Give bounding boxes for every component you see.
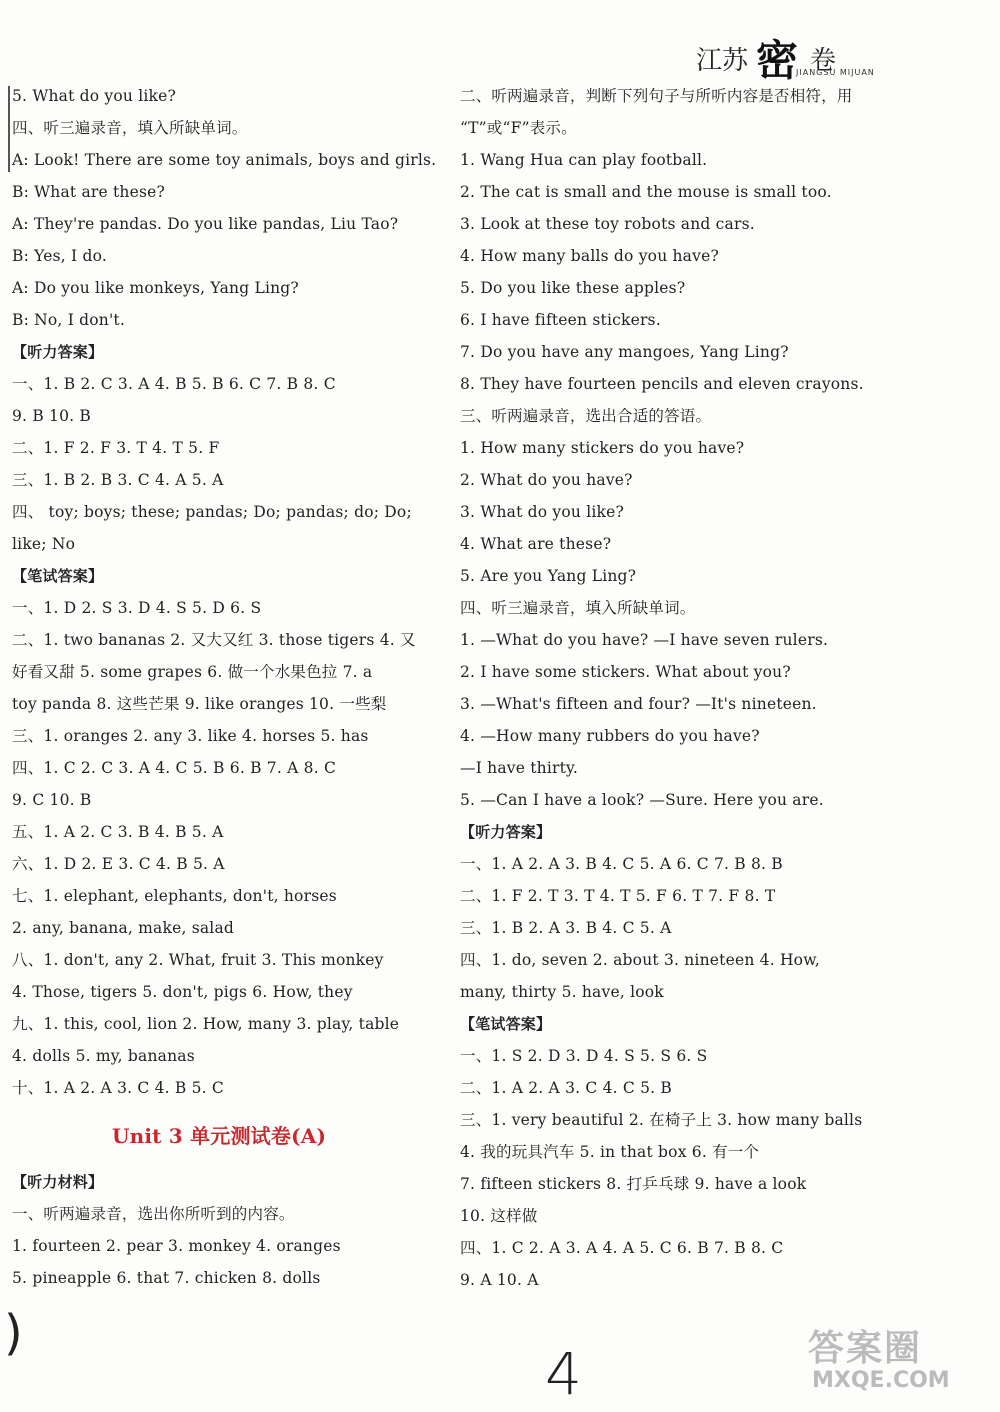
brand-part1: 江苏 [696,46,749,76]
brand-part2: 密 [756,36,799,85]
right-line: 二、1. F 2. T 3. T 4. T 5. F 6. T 7. F 8. T [460,887,776,905]
right-line: 四、听三遍录音，填入所缺单词。 [460,599,696,617]
right-line: 3. What do you like? [460,503,624,521]
right-line: 三、1. very beautiful 2. 在椅子上 3. how many balls [460,1111,863,1129]
left-line: 五、1. A 2. C 3. B 4. B 5. A [12,823,224,841]
brand-part3: 卷 [810,46,837,76]
left-line: A: Do you like monkeys, Yang Ling? [12,279,299,297]
page-number: 4 [545,1340,582,1408]
left-line: 【笔试答案】 [12,567,104,585]
right-line: 9. A 10. A [460,1271,539,1289]
right-line: 10. 这样做 [460,1207,538,1225]
margin-mark: ) [4,1305,23,1361]
left-line: 【听力答案】 [12,343,104,361]
brand-logo [690,28,890,85]
watermark-top: 答案圈 [808,1328,923,1369]
right-line: 4. What are these? [460,535,612,553]
right-line: 二、1. A 2. A 3. C 4. C 5. B [460,1079,672,1097]
left-line: toy panda 8. 这些芒果 9. like oranges 10. 一些梨 [12,695,387,713]
right-line: 5. Do you like these apples? [460,279,686,297]
brand-pinyin: JIANGSU MIJUAN [796,68,875,77]
left-line: 一、1. B 2. C 3. A 4. B 5. B 6. C 7. B 8. C [12,375,336,393]
left-line: B: What are these? [12,183,166,201]
right-line: 5. —Can I have a look? —Sure. Here you are. [460,791,824,809]
left-line: 一、1. D 2. S 3. D 4. S 5. D 6. S [12,599,262,617]
left-line: 5. What do you like? [12,87,176,105]
left-line: 十、1. A 2. A 3. C 4. B 5. C [12,1079,224,1097]
margin-bar [8,86,10,172]
right-line: 【笔试答案】 [460,1015,552,1033]
right-line: 2. I have some stickers. What about you? [460,663,791,681]
left-line: B: Yes, I do. [12,247,107,265]
left-line: 9. C 10. B [12,791,92,809]
right-line: —I have thirty. [460,759,579,777]
right-line: 5. Are you Yang Ling? [460,567,637,585]
left-line: 二、1. F 2. F 3. T 4. T 5. F [12,439,220,457]
right-line: “T”或“F”表示。 [460,119,577,137]
left-line: 八、1. don't, any 2. What, fruit 3. This monkey [12,951,384,969]
right-line: 1. —What do you have? —I have seven rulers. [460,631,829,649]
right-line: 二、听两遍录音，判断下列句子与所听内容是否相符，用 [460,87,853,105]
left-line: 好看又甜 5. some grapes 6. 做一个水果色拉 7. a [12,663,373,681]
right-line: 四、1. C 2. A 3. A 4. A 5. C 6. B 7. B 8. C [460,1239,784,1257]
left-line: A: Look! There are some toy animals, boys and girls. [12,151,437,169]
left-line: 九、1. this, cool, lion 2. How, many 3. play, table [12,1015,400,1033]
left-line: 9. B 10. B [12,407,92,425]
right-line: 3. Look at these toy robots and cars. [460,215,755,233]
right-line: 7. Do you have any mangoes, Yang Ling? [460,343,789,361]
left-line: 4. Those, tigers 5. don't, pigs 6. How, they [12,983,353,1001]
right-line: 一、1. A 2. A 3. B 4. C 5. A 6. C 7. B 8. B [460,855,783,873]
left-line: 四、听三遍录音，填入所缺单词。 [12,119,248,137]
left-line: 二、1. two bananas 2. 又大又红 3. those tigers 4. 又 [12,631,416,649]
left-line: like; No [12,535,76,553]
right-line: 1. Wang Hua can play football. [460,151,708,169]
left-line: A: They're pandas. Do you like pandas, Liu Tao? [12,215,399,233]
right-line: 4. How many balls do you have? [460,247,719,265]
right-line: 7. fifteen stickers 8. 打乒乓球 9. have a look [460,1175,807,1193]
watermark [800,1320,980,1400]
right-line: 4. —How many rubbers do you have? [460,727,760,745]
right-line: 3. —What's fifteen and four? —It's nineteen. [460,695,817,713]
left-line: 六、1. D 2. E 3. C 4. B 5. A [12,855,225,873]
left-line: 5. pineapple 6. that 7. chicken 8. dolls [12,1269,321,1287]
left-line: Unit 3 单元测试卷(A) [112,1124,327,1148]
right-line: 1. How many stickers do you have? [460,439,745,457]
right-line: 一、1. S 2. D 3. D 4. S 5. S 6. S [460,1047,708,1065]
right-line: many, thirty 5. have, look [460,983,664,1001]
right-line: 6. I have fifteen stickers. [460,311,661,329]
left-line: 一、听两遍录音，选出你所听到的内容。 [12,1205,295,1223]
left-line: 三、1. oranges 2. any 3. like 4. horses 5. has [12,727,369,745]
left-line: 七、1. elephant, elephants, don't, horses [12,887,337,905]
left-line: B: No, I don't. [12,311,125,329]
right-line: 【听力答案】 [460,823,552,841]
left-line: 1. fourteen 2. pear 3. monkey 4. oranges [12,1237,341,1255]
left-line: 四、 toy; boys; these; pandas; Do; pandas; do; Do; [12,503,412,521]
right-line: 8. They have fourteen pencils and eleven crayons. [460,375,864,393]
right-line: 三、听两遍录音，选出合适的答语。 [460,407,712,425]
right-line: 2. What do you have? [460,471,633,489]
left-line: 4. dolls 5. my, bananas [12,1047,195,1065]
right-line: 2. The cat is small and the mouse is small too. [460,183,832,201]
left-line: 四、1. C 2. C 3. A 4. C 5. B 6. B 7. A 8. C [12,759,337,777]
right-line: 4. 我的玩具汽车 5. in that box 6. 有一个 [460,1143,760,1161]
left-line: 【听力材料】 [12,1173,104,1191]
right-line: 三、1. B 2. A 3. B 4. C 5. A [460,919,672,937]
left-line: 2. any, banana, make, salad [12,919,235,937]
right-line: 四、1. do, seven 2. about 3. nineteen 4. How, [460,951,820,969]
left-line: 三、1. B 2. B 3. C 4. A 5. A [12,471,224,489]
watermark-bottom: MXQE.COM [812,1368,950,1393]
